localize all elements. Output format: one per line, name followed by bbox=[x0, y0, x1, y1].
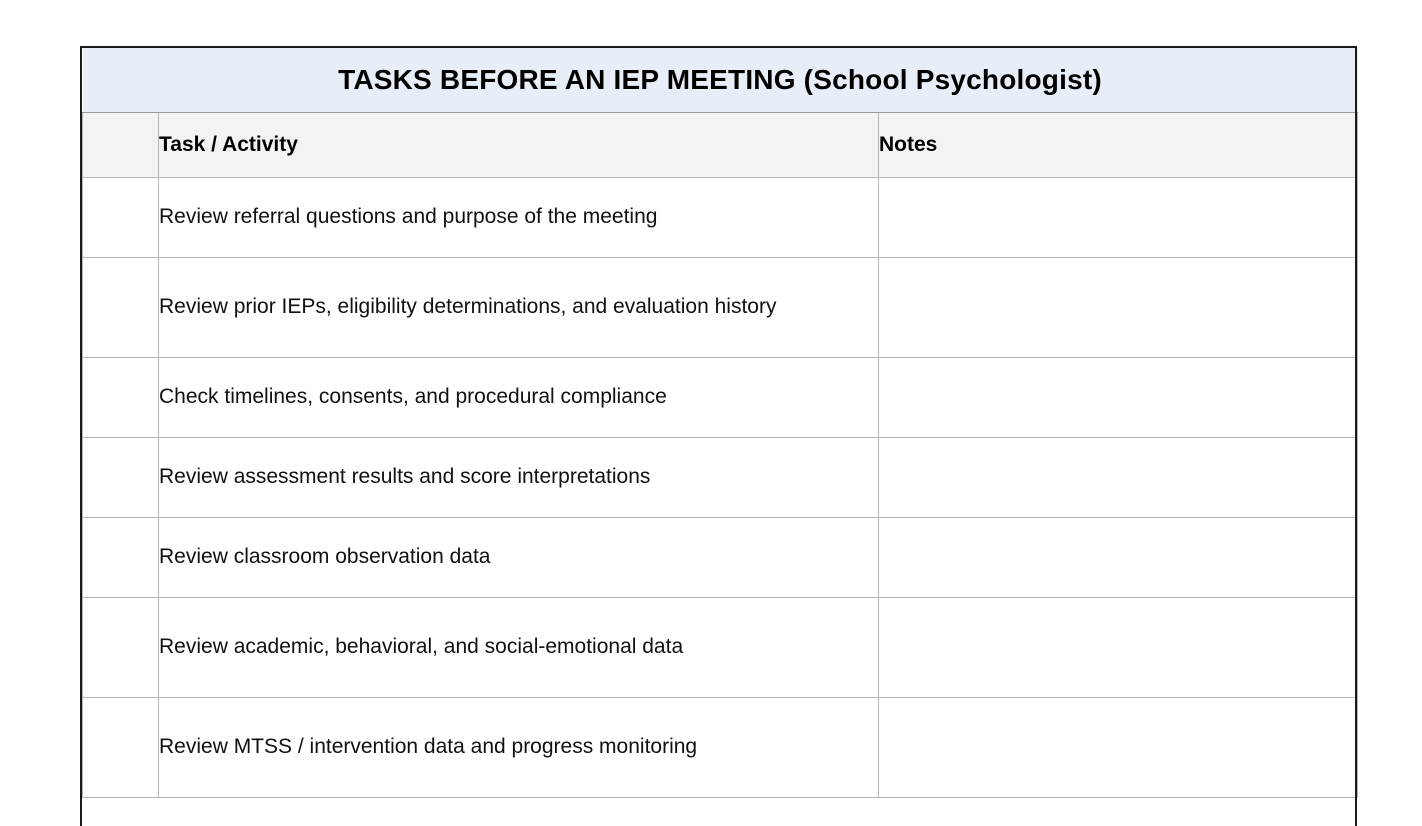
checkbox-cell[interactable] bbox=[83, 358, 159, 438]
task-cell: Review academic, behavioral, and social-emotional data bbox=[159, 598, 879, 698]
table-row bbox=[83, 598, 1358, 698]
task-cell: Review MTSS / intervention data and progress monitoring bbox=[159, 698, 879, 798]
table-left-border bbox=[80, 46, 82, 826]
page-title: TASKS BEFORE AN IEP MEETING (School Psychologist) bbox=[83, 48, 1358, 113]
table-row bbox=[83, 258, 1358, 358]
table-row bbox=[83, 438, 1358, 518]
checkbox-cell[interactable] bbox=[83, 258, 159, 358]
column-header-row bbox=[83, 113, 1358, 178]
table-row bbox=[83, 178, 1358, 258]
checkbox-cell[interactable] bbox=[83, 438, 159, 518]
task-cell: Check timelines, consents, and procedural compliance bbox=[159, 358, 879, 438]
notes-cell[interactable] bbox=[879, 518, 1358, 598]
column-header-notes: Notes bbox=[879, 113, 1358, 178]
checkbox-cell[interactable] bbox=[83, 598, 159, 698]
notes-cell[interactable] bbox=[879, 358, 1358, 438]
task-cell: Review referral questions and purpose of the meeting bbox=[159, 178, 879, 258]
checkbox-cell[interactable] bbox=[83, 698, 159, 798]
column-header-task: Task / Activity bbox=[159, 113, 879, 178]
table-row bbox=[83, 518, 1358, 598]
table-row bbox=[83, 358, 1358, 438]
task-cell: Review classroom observation data bbox=[159, 518, 879, 598]
notes-cell[interactable] bbox=[879, 258, 1358, 358]
notes-cell[interactable] bbox=[879, 598, 1358, 698]
notes-cell[interactable] bbox=[879, 438, 1358, 518]
column-header-checkbox bbox=[83, 113, 159, 178]
task-cell: Review assessment results and score interpretations bbox=[159, 438, 879, 518]
notes-cell[interactable] bbox=[879, 698, 1358, 798]
title-row bbox=[83, 48, 1358, 113]
table-row bbox=[83, 698, 1358, 798]
checkbox-cell[interactable] bbox=[83, 178, 159, 258]
checklist-table-container bbox=[80, 46, 1357, 798]
checkbox-cell[interactable] bbox=[83, 518, 159, 598]
task-cell: Review prior IEPs, eligibility determinations, and evaluation history bbox=[159, 258, 879, 358]
notes-cell[interactable] bbox=[879, 178, 1358, 258]
checklist-table bbox=[82, 48, 1358, 798]
table-right-border bbox=[1355, 46, 1357, 826]
